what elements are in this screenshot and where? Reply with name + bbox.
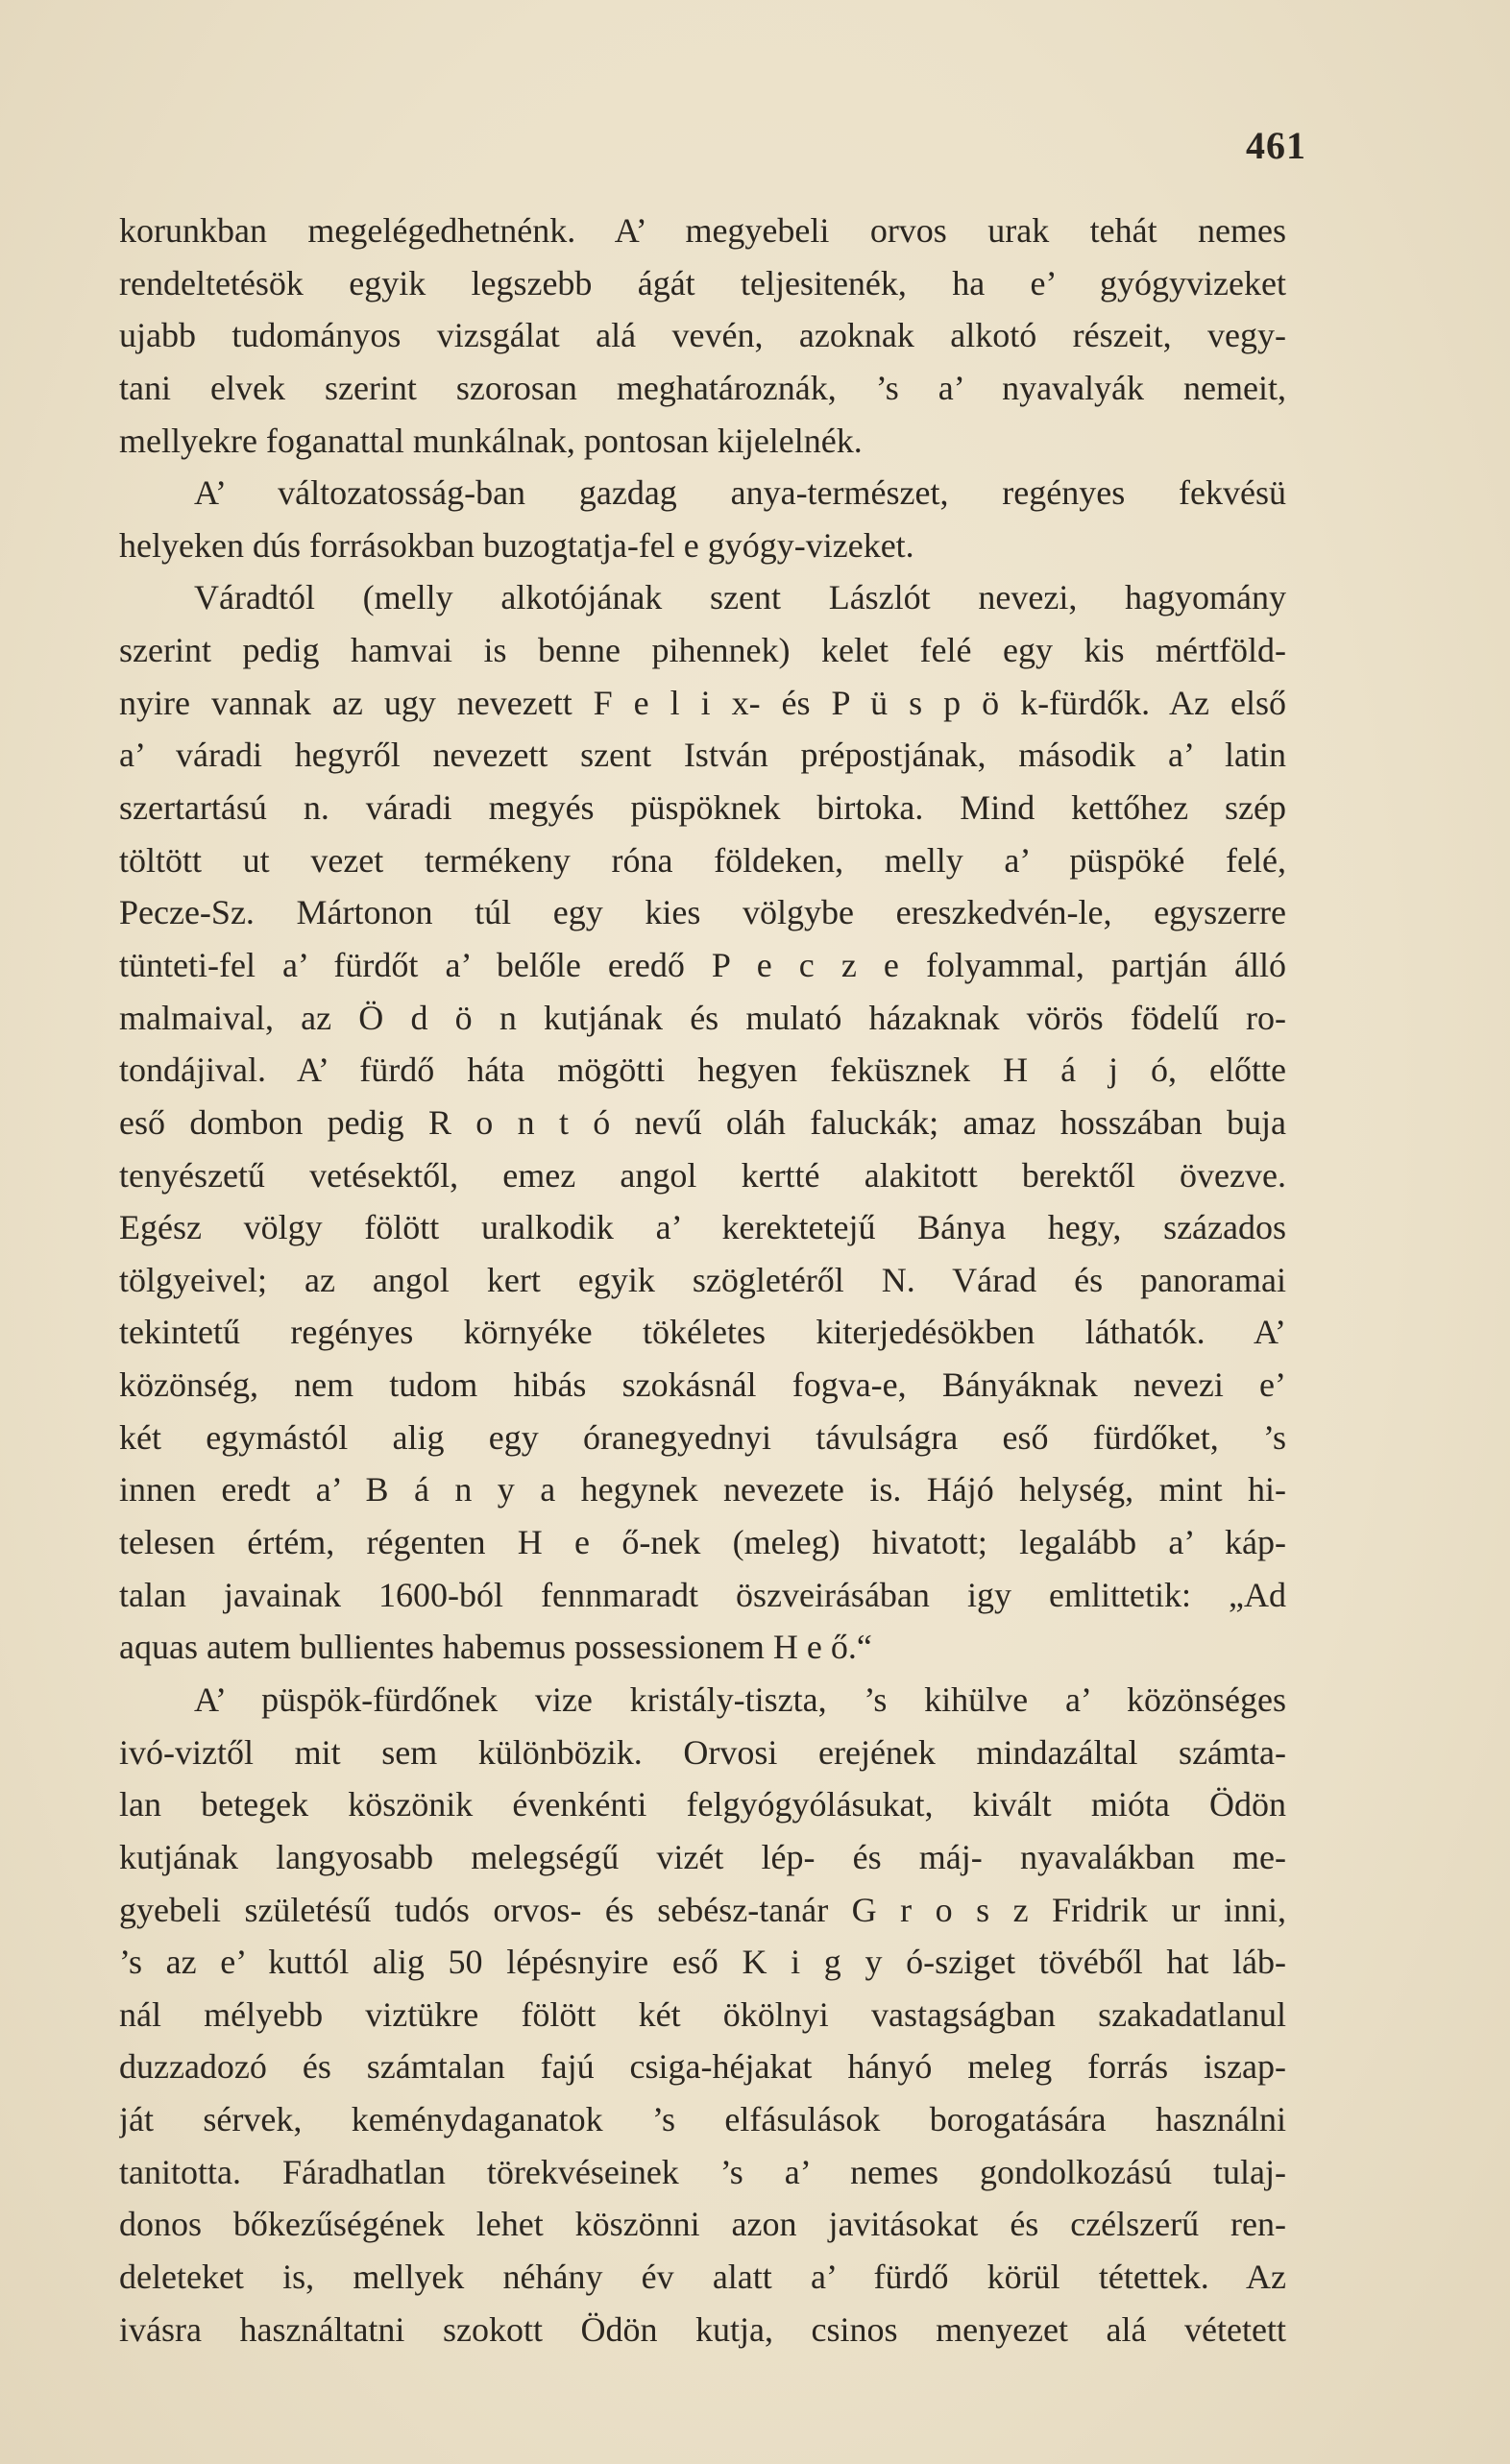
text-line: helyeken dús forrásokban buzogtatja-fel e gyógy-vizeket.	[119, 525, 914, 565]
text-line: A’ változatosság-ban gazdag anya-természet, regényes fekvésü	[194, 473, 1286, 513]
text-line: tenyészetű vetésektől, emez angol kertté alakitott berektől övezve.	[119, 1155, 1286, 1195]
text-line: közönség, nem tudom hibás szokásnál fogva-e, Bányáknak nevezi e’	[119, 1365, 1286, 1405]
text-line: tekintetű regényes környéke tökéletes kiterjedésökben láthatók. A’	[119, 1313, 1286, 1352]
body-text	[119, 205, 1286, 2355]
text-line: talan javainak 1600-ból fennmaradt öszveirásában igy emlittetik: „Ad	[119, 1575, 1286, 1614]
text-line: kutjának langyosabb melegségű vizét lép- és máj- nyavalákban me-	[119, 1837, 1286, 1876]
text-line: malmaival, az Ö d ö n kutjának és mulató házaknak vörös födelű ro-	[119, 998, 1286, 1037]
text-line: ivásra használtatni szokott Ödön kutja, csinos menyezet alá vétetett	[119, 2309, 1286, 2349]
text-line: töltött ut vezet termékeny róna földeken, melly a’ püspöké felé,	[119, 840, 1286, 880]
text-line: deleteket is, mellyek néhány év alatt a’ fürdő körül tétettek. Az	[119, 2257, 1286, 2296]
text-line: tölgyeivel; az angol kert egyik szögletéről N. Várad és panoramai	[119, 1260, 1286, 1299]
text-line: A’ püspök-fürdőnek vize kristály-tiszta, ’s kihülve a’ közönséges	[194, 1679, 1286, 1719]
text-line: lan betegek köszönik évenkénti felgyógyólásukat, kivált mióta Ödön	[119, 1785, 1286, 1824]
text-line: ’s az e’ kuttól alig 50 lépésnyire eső K i g y ó-sziget tövéből hat láb-	[119, 1943, 1286, 1982]
text-line: ivó-viztől mit sem különbözik. Orvosi erejének mindazáltal számta-	[119, 1732, 1286, 1772]
text-line: nál mélyebb viztükre fölött két ökölnyi vastagságban szakadatlanul	[119, 1994, 1286, 2034]
text-line: a’ váradi hegyről nevezett szent István prépostjának, második a’ latin	[119, 736, 1286, 775]
text-line: nyire vannak az ugy nevezett F e l i x- és P ü s p ö k-fürdők. Az első	[119, 683, 1286, 722]
text-line: Váradtól (melly alkotójának szent Lászlót nevezi, hagyomány	[194, 578, 1286, 617]
text-line: tani elvek szerint szorosan meghatároznák, ’s a’ nyavalyák nemeit,	[119, 368, 1286, 407]
text-line: ujabb tudományos vizsgálat alá vevén, azoknak alkotó részeit, vegy-	[119, 316, 1286, 355]
text-line: tanitotta. Fáradhatlan törekvéseinek ’s a’ nemes gondolkozású tulaj-	[119, 2152, 1286, 2191]
text-line: tünteti-fel a’ fürdőt a’ belőle eredő P e c z e folyammal, partján álló	[119, 945, 1286, 984]
text-line: korunkban megelégedhetnénk. A’ megyebeli orvos urak tehát nemes	[119, 211, 1286, 250]
text-line: két egymástól alig egy óranegyednyi távulságra eső fürdőket, ’s	[119, 1417, 1286, 1457]
text-line: tondájival. A’ fürdő háta mögötti hegyen feküsznek H á j ó, előtte	[119, 1051, 1286, 1090]
text-line: mellyekre foganattal munkálnak, pontosan kijelelnék.	[119, 421, 863, 460]
page-number: 461	[1246, 124, 1306, 167]
text-line: innen eredt a’ B á n y a hegynek nevezete is. Hájó helység, mint hi-	[119, 1470, 1286, 1510]
text-line: eső dombon pedig R o n t ó nevű oláh faluckák; amaz hosszában buja	[119, 1102, 1286, 1142]
text-line: szertartású n. váradi megyés püspöknek birtoka. Mind kettőhez szép	[119, 788, 1286, 828]
text-line: szerint pedig hamvai is benne pihennek) kelet felé egy kis mértföld-	[119, 631, 1286, 670]
text-line: telesen értém, régenten H e ő-nek (meleg) hivatott; legalább a’ káp-	[119, 1523, 1286, 1562]
text-line: donos bőkezűségének lehet köszönni azon javitásokat és czélszerű ren-	[119, 2205, 1286, 2244]
text-line: Egész völgy fölött uralkodik a’ kerektetejű Bánya hegy, százados	[119, 1208, 1286, 1247]
text-line: gyebeli születésű tudós orvos- és sebész-tanár G r o s z Fridrik ur inni,	[119, 1890, 1286, 1929]
text-line: rendeltetésök egyik legszebb ágát teljesitenék, ha e’ gyógyvizeket	[119, 263, 1286, 302]
text-line: duzzadozó és számtalan fajú csiga-héjakat hányó meleg forrás iszap-	[119, 2047, 1286, 2087]
text-line: Pecze-Sz. Mártonon túl egy kies völgybe ereszkedvén-le, egyszerre	[119, 893, 1286, 932]
text-line: aquas autem bullientes habemus possessionem H e ő.“	[119, 1628, 872, 1667]
text-line: ját sérvek, keménydaganatok ’s elfásulások borogatására használni	[119, 2100, 1286, 2139]
